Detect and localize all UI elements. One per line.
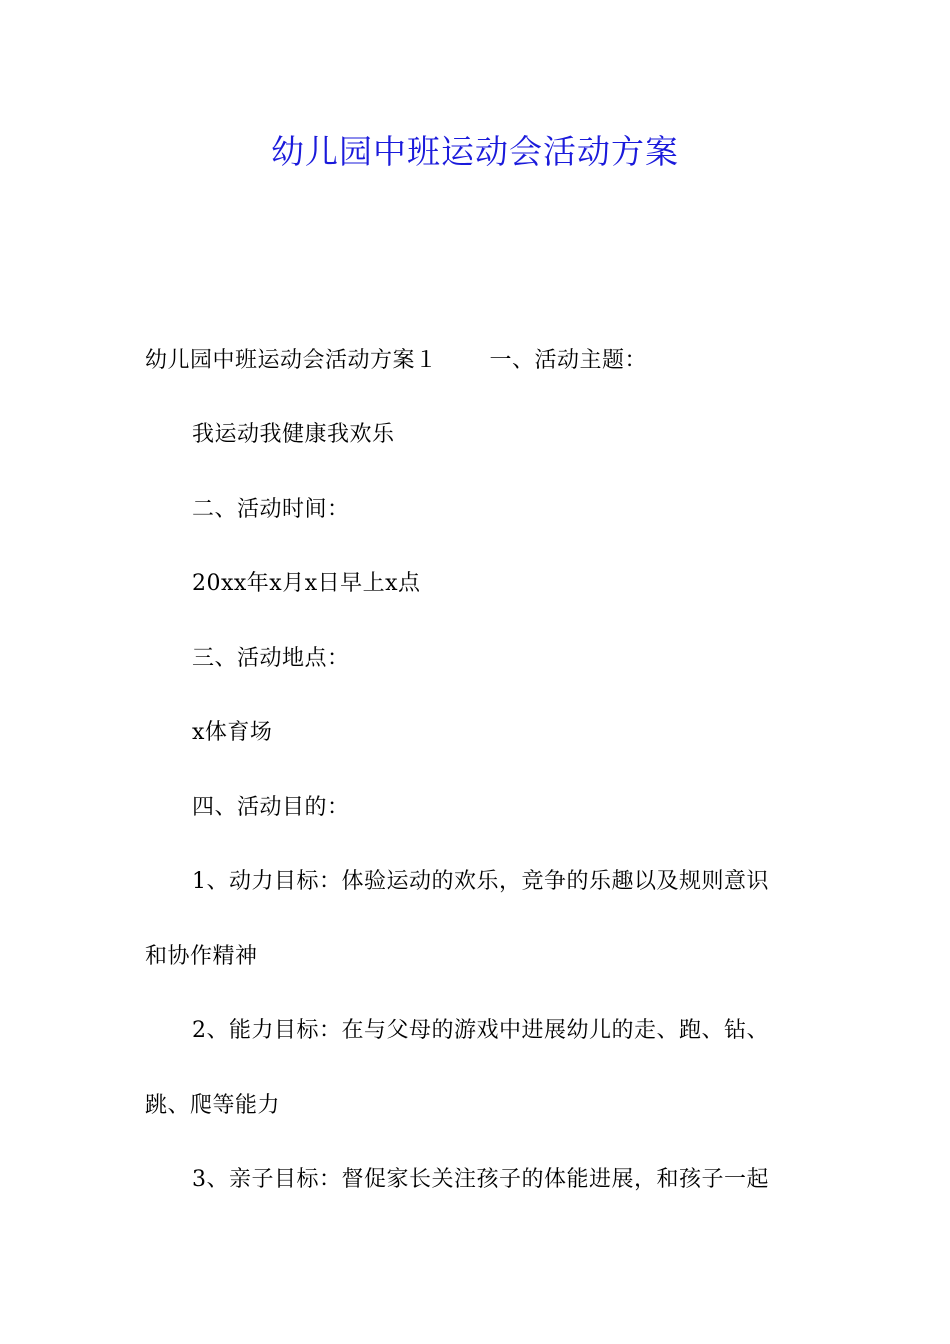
section-heading-location: 三、活动地点：: [192, 646, 350, 671]
paragraph-line-time: 20xx年x月x日早上x点: [192, 571, 421, 596]
paragraph-line-goal-2: 2、能力目标：在与父母的游戏中进展幼儿的走、跑、钻、: [192, 1018, 769, 1043]
document-title: 幼儿园中班运动会活动方案: [271, 132, 679, 171]
paragraph-line-goal-1: 1、动力目标：体验运动的欢乐，竞争的乐趣以及规则意识: [192, 869, 769, 894]
paragraph-line-location: x体育场: [192, 720, 273, 745]
section-heading-time: 二、活动时间：: [192, 497, 350, 522]
section-heading-theme: 一、活动主题：: [489, 348, 648, 373]
paragraph-line-1: [145, 346, 647, 376]
section-heading-purpose: 四、活动目的：: [192, 795, 350, 820]
paragraph-line-2: 我运动我健康我欢乐: [192, 422, 395, 447]
paragraph-line-goal-1-cont: 和协作精神: [145, 944, 258, 969]
paragraph-line-goal-2-cont: 跳、爬等能力: [145, 1093, 281, 1118]
subtitle-text: 幼儿园中班运动会活动方案１: [145, 348, 438, 373]
paragraph-line-goal-3: 3、亲子目标：督促家长关注孩子的体能进展，和孩子一起: [192, 1167, 769, 1192]
